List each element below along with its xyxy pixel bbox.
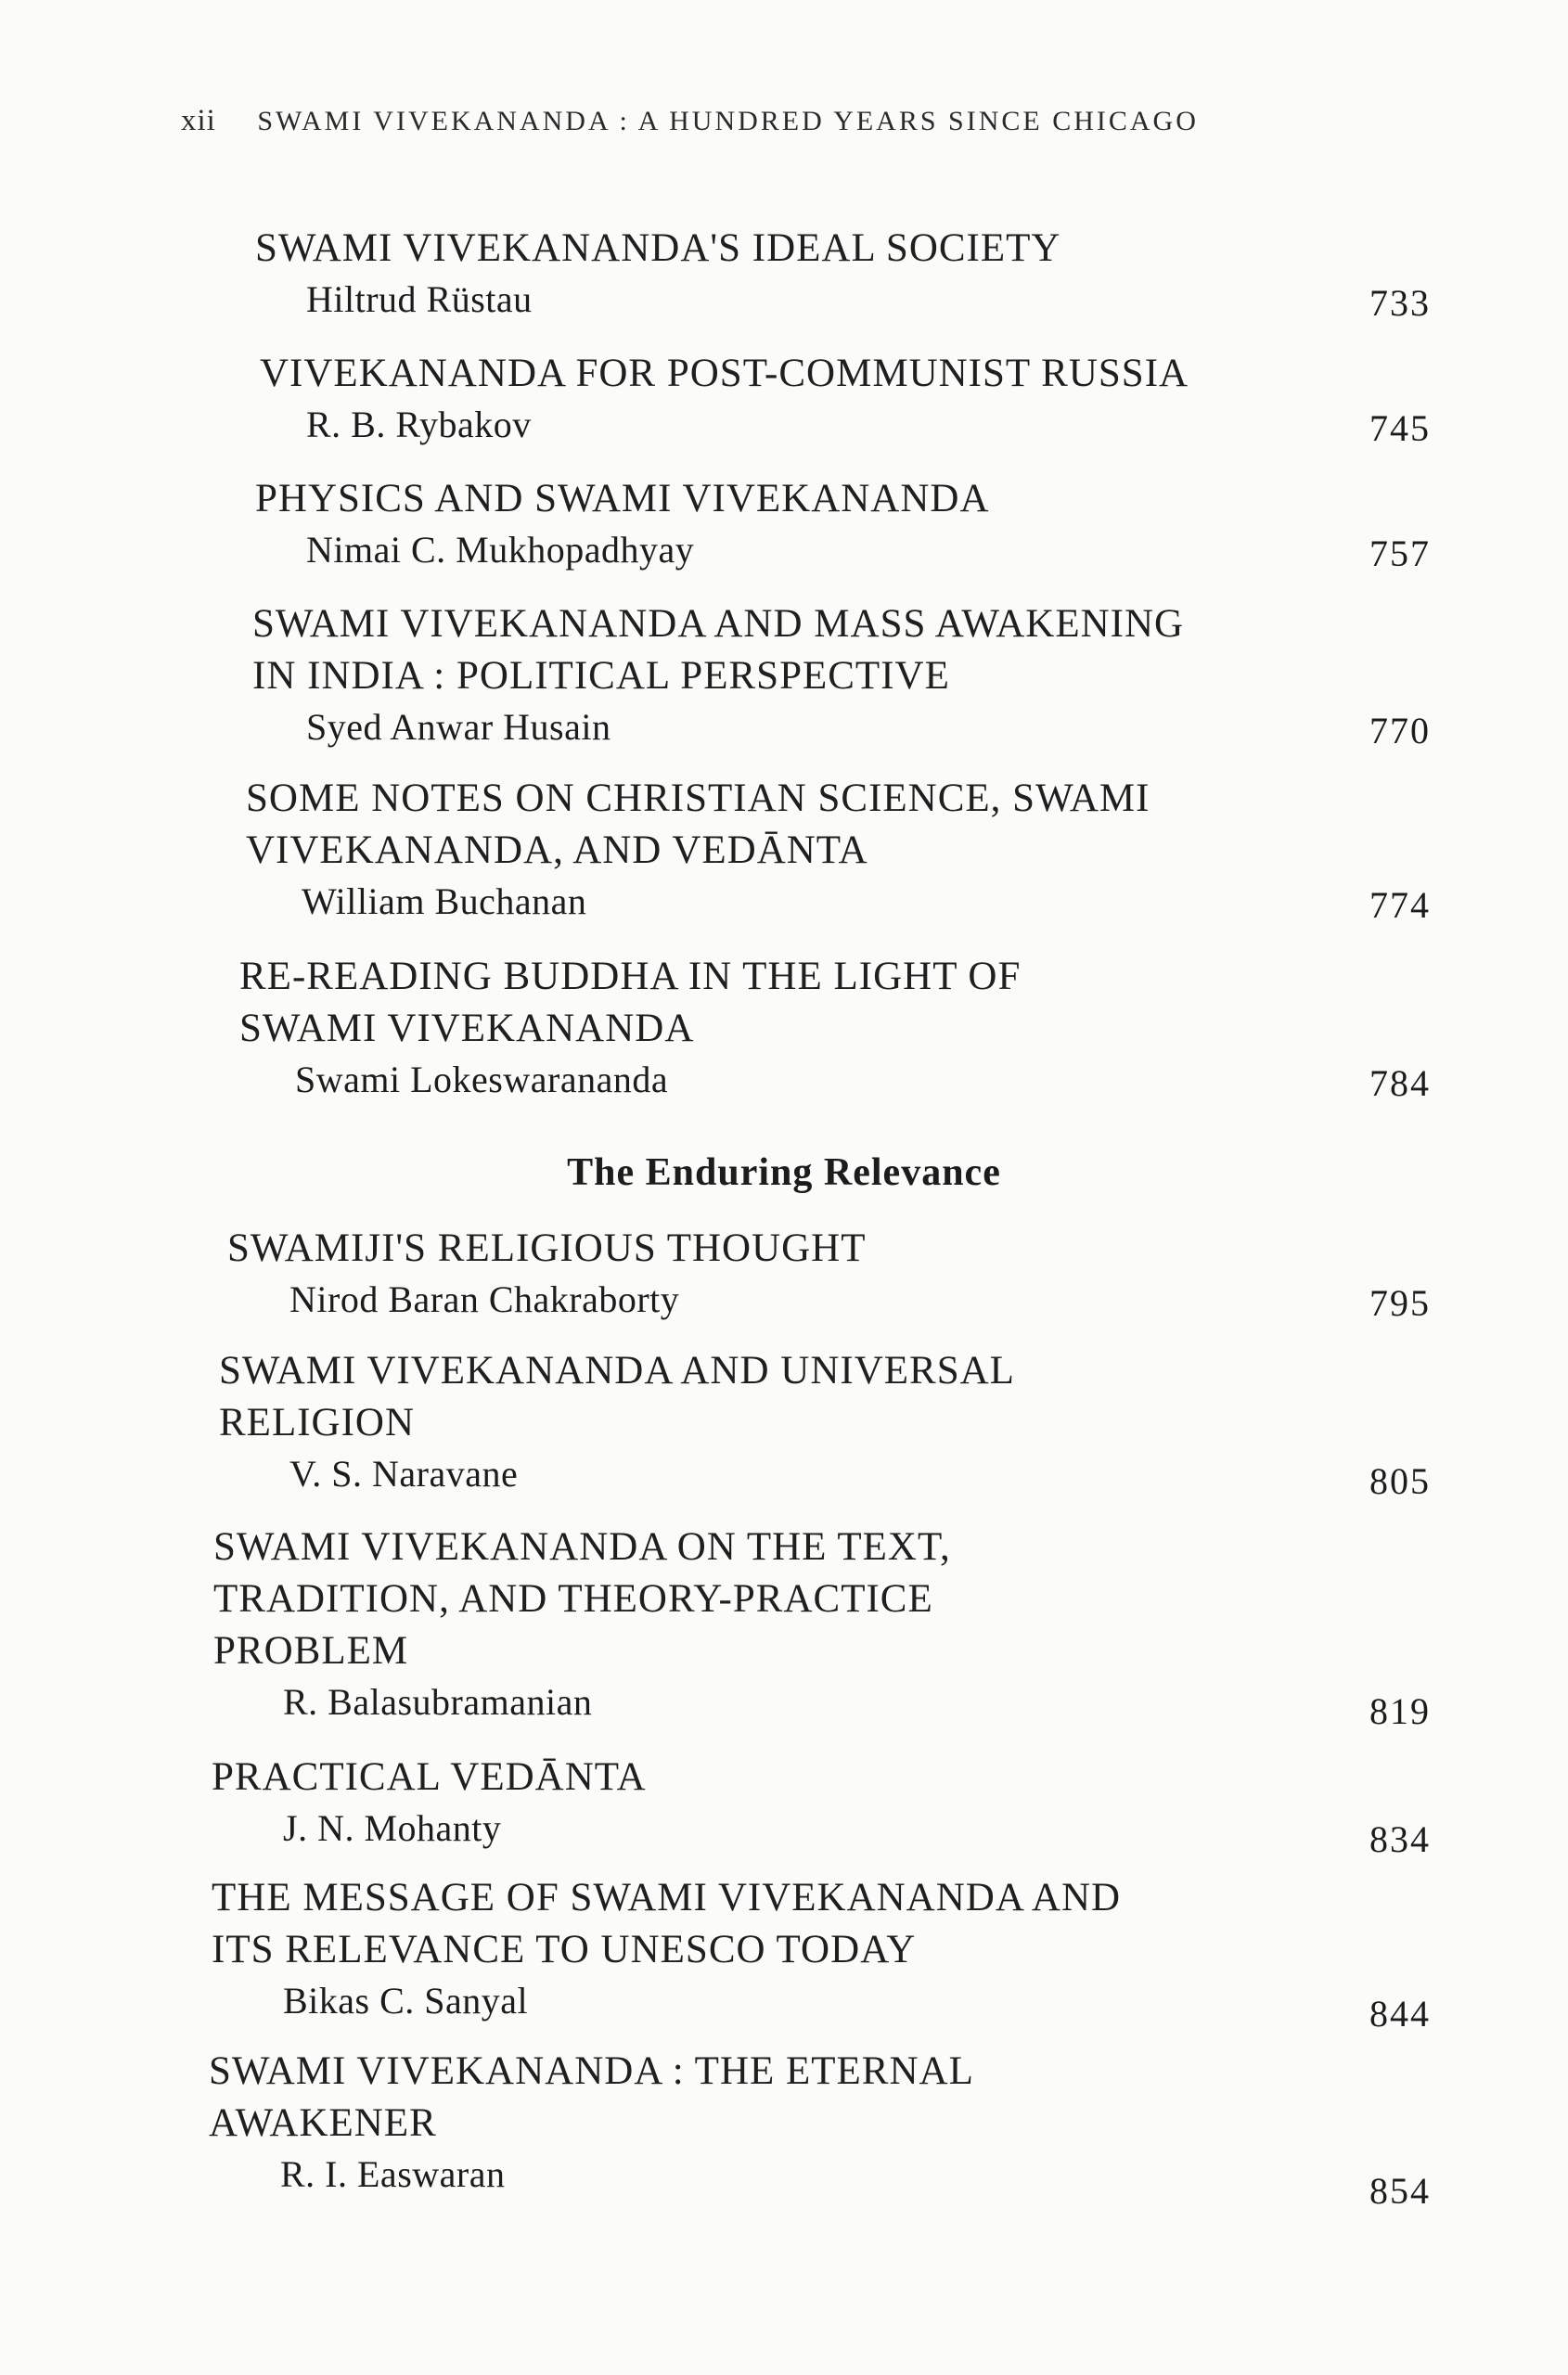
entry-title-line: PROBLEM xyxy=(213,1629,409,1673)
entry-page-number: 733 xyxy=(1369,282,1431,324)
entry-title-line: SOME NOTES ON CHRISTIAN SCIENCE, SWAMI xyxy=(246,777,1150,820)
entry-page-number: 854 xyxy=(1369,2170,1431,2212)
entry-author: William Buchanan xyxy=(302,880,587,922)
entry-title-line: PRACTICAL VEDĀNTA xyxy=(212,1755,647,1799)
entry-author: Hiltrud Rüstau xyxy=(306,278,533,320)
entry-title-line: SWAMIJI'S RELIGIOUS THOUGHT xyxy=(227,1226,867,1270)
entry-title-line: SWAMI VIVEKANANDA xyxy=(239,1007,695,1050)
toc-entry xyxy=(0,1223,1568,1329)
running-head xyxy=(181,104,1199,138)
running-head-text: SWAMI VIVEKANANDA : A HUNDRED YEARS SINCE CHICAGO xyxy=(257,106,1199,136)
entry-author: J. N. Mohanty xyxy=(283,1807,502,1849)
entry-page-number: 745 xyxy=(1369,407,1431,449)
toc-entry xyxy=(0,1521,1568,1731)
author-line xyxy=(0,275,1568,328)
author-line xyxy=(0,702,1568,756)
section-heading: The Enduring Relevance xyxy=(567,1151,1001,1194)
entry-title-line: VIVEKANANDA, AND VEDĀNTA xyxy=(246,828,868,872)
entry-author: R. Balasubramanian xyxy=(283,1681,593,1723)
author-line xyxy=(0,525,1568,579)
entry-title-line: ITS RELEVANCE TO UNESCO TODAY xyxy=(212,1928,917,1971)
author-line xyxy=(0,1449,1568,1503)
entry-author: Syed Anwar Husain xyxy=(306,706,611,748)
entry-title-line: SWAMI VIVEKANANDA : THE ETERNAL xyxy=(209,2049,974,2093)
entry-title-line: THE MESSAGE OF SWAMI VIVEKANANDA AND xyxy=(212,1876,1122,1919)
entry-title-line: RE-READING BUDDHA IN THE LIGHT OF xyxy=(239,955,1022,998)
toc-entry xyxy=(0,598,1568,756)
toc-entry xyxy=(0,1872,1568,2035)
entry-title-line: VIVEKANANDA FOR POST-COMMUNIST RUSSIA xyxy=(260,352,1189,395)
author-line xyxy=(0,1976,1568,2035)
entry-title-line: SWAMI VIVEKANANDA AND UNIVERSAL xyxy=(219,1349,1015,1393)
entry-author: Nimai C. Mukhopadhyay xyxy=(306,529,695,571)
entry-author: Bikas C. Sanyal xyxy=(283,1980,529,2022)
entry-author: V. S. Naravane xyxy=(289,1453,519,1495)
author-line xyxy=(0,1055,1568,1109)
author-line xyxy=(0,1804,1568,1860)
toc-entry xyxy=(0,348,1568,454)
toc-entry xyxy=(0,473,1568,579)
entry-page-number: 795 xyxy=(1369,1282,1431,1324)
entry-page-number: 770 xyxy=(1369,710,1431,751)
author-line xyxy=(0,2150,1568,2212)
toc-entry xyxy=(0,1752,1568,1860)
entry-author: Nirod Baran Chakraborty xyxy=(289,1278,680,1320)
entry-page-number: 784 xyxy=(1369,1062,1431,1104)
toc-entry xyxy=(0,951,1568,1109)
entry-title-line: RELIGION xyxy=(219,1401,416,1444)
author-line xyxy=(0,1275,1568,1329)
entry-page-number: 844 xyxy=(1369,1993,1431,2035)
entry-author: Swami Lokeswarananda xyxy=(295,1059,669,1100)
entry-title-line: SWAMI VIVEKANANDA AND MASS AWAKENING xyxy=(252,602,1185,646)
toc-entry xyxy=(0,223,1568,328)
author-line xyxy=(0,1677,1568,1731)
toc-entry xyxy=(0,1345,1568,1503)
entry-page-number: 757 xyxy=(1369,533,1431,574)
entry-page-number: 834 xyxy=(1369,1818,1431,1860)
entry-title-line: SWAMI VIVEKANANDA'S IDEAL SOCIETY xyxy=(255,226,1061,270)
author-line xyxy=(0,877,1568,931)
toc-entry xyxy=(0,773,1568,931)
entry-title-line: PHYSICS AND SWAMI VIVEKANANDA xyxy=(255,477,990,520)
entry-title-line: IN INDIA : POLITICAL PERSPECTIVE xyxy=(252,654,950,698)
entry-page-number: 805 xyxy=(1369,1460,1431,1502)
author-line xyxy=(0,400,1568,454)
page-folio: xii xyxy=(181,104,216,137)
entry-title-line: AWAKENER xyxy=(209,2101,437,2145)
entry-page-number: 774 xyxy=(1369,884,1431,926)
entry-title-line: SWAMI VIVEKANANDA ON THE TEXT, xyxy=(213,1525,951,1569)
entry-author: R. I. Easwaran xyxy=(280,2153,506,2195)
toc-entry xyxy=(0,2046,1568,2212)
entry-author: R. B. Rybakov xyxy=(306,404,532,445)
entry-title-line: TRADITION, AND THEORY-PRACTICE xyxy=(213,1577,933,1621)
entry-page-number: 819 xyxy=(1369,1690,1431,1732)
